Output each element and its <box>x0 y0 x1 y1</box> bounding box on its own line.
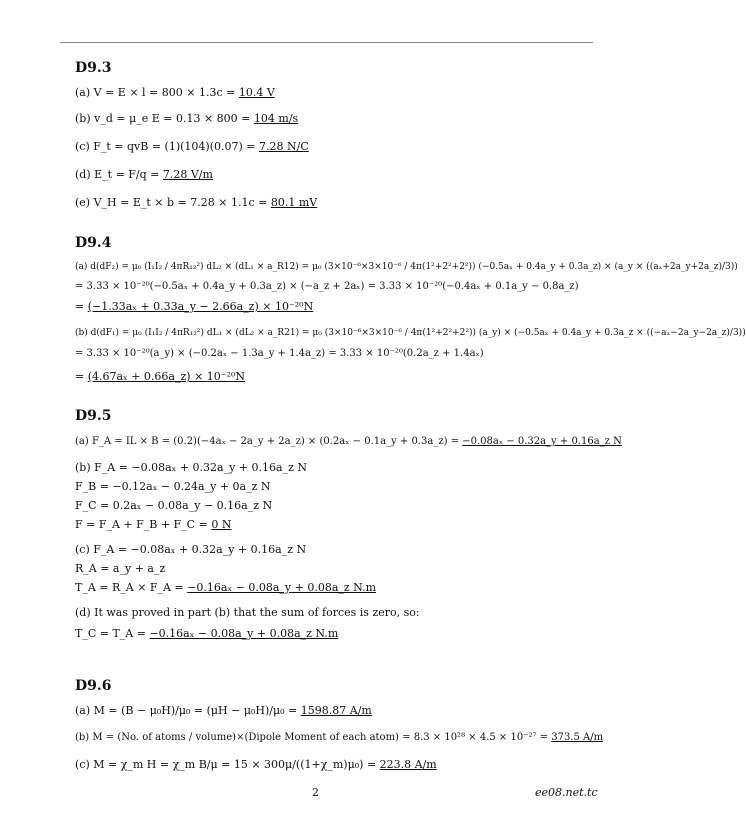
section-title-d9-4: D9.4 <box>75 235 112 251</box>
eq-d9-5-sum: F = F_A + F_B + F_C = 0 N <box>75 518 232 531</box>
eq-d9-5-c: (c) F_A = −0.08aₓ + 0.32a_y + 0.16a_z N <box>75 543 307 556</box>
eq-d9-4-b-2: = 3.33 × 10⁻²⁰(a_y) × (−0.2aₓ − 1.3a_y + 1.4a_z) = 3.33 × 10⁻²⁰(0.2a_z + 1.4aₓ) <box>75 348 484 359</box>
page-number: 2 <box>312 786 319 799</box>
eq-d9-6-b: (b) M = (No. of atoms / volume)×(Dipole Moment of each atom) = 8.3 × 10²⁸ × 4.5 × 10⁻²⁷ = 373.5 A/m <box>75 732 604 743</box>
eq-d9-4-a-result: = (−1.33aₓ + 0.33a_y − 2.66a_z) × 10⁻²⁰N <box>75 300 314 313</box>
eq-d9-4-a: (a) d(dF₂) = μ₀ (I₁I₂ / 4πR₁₂²) dL₂ × (dL₁ × a_R12) = μ₀ (3×10⁻⁶×3×10⁻⁶ / 4π(1²+2²+2²)) (−0.5aₓ + 0.4a_y + 0.3a_z) × (a_y × ((aₓ+2a_y+2a_z)/3)) <box>75 262 738 272</box>
eq-d9-5-b: (b) F_A = −0.08aₓ + 0.32a_y + 0.16a_z N <box>75 461 307 474</box>
eq-d9-5-ra: R_A = a_y + a_z <box>75 562 166 575</box>
eq-d9-5-d: (d) It was proved in part (b) that the sum of forces is zero, so: <box>75 606 420 619</box>
section-title-d9-6: D9.6 <box>75 678 112 694</box>
section-title-d9-3: D9.3 <box>75 60 112 76</box>
eq-d9-6-a: (a) M = (B − μ₀H)/μ₀ = (μH − μ₀H)/μ₀ = 1598.87 A/m <box>75 704 372 717</box>
eq-d9-3-d: (d) E_t = F/q = 7.28 V/m <box>75 168 213 181</box>
eq-d9-6-c: (c) M = χ_m H = χ_m B/μ = 15 × 300μ/((1+χ_m)μ₀) = 223.8 A/m <box>75 758 437 771</box>
site-url: ee08.net.tc <box>535 786 598 799</box>
eq-d9-4-b: (b) d(dF₁) = μ₀ (I₁I₂ / 4πR₁₂²) dL₁ × (dL₂ × a_R21) = μ₀ (3×10⁻⁶×3×10⁻⁶ / 4π(1²+2²+2²)) (a_y) × (−0.5aₓ + 0.4a_y + 0.3a_z × ((−aₓ−2a_y−2a_z)/3)) <box>75 328 746 338</box>
eq-d9-5-ta: T_A = R_A × F_A = −0.16aₓ − 0.08a_y + 0.08a_z N.m <box>75 581 377 594</box>
eq-d9-5-tc: T_C = T_A = −0.16aₓ − 0.08a_y + 0.08a_z N.m <box>75 627 339 640</box>
eq-d9-3-a: (a) V = E × l = 800 × 1.3c = 10.4 V <box>75 86 275 99</box>
eq-d9-4-b-result: = (4.67aₓ + 0.66a_z) × 10⁻²⁰N <box>75 370 246 383</box>
eq-d9-4-a-2: = 3.33 × 10⁻²⁰(−0.5aₓ + 0.4a_y + 0.3a_z) × (−a_z + 2aₓ) = 3.33 × 10⁻²⁰(−0.4aₓ + 0.1a_y − 0.8a_z) <box>75 281 579 292</box>
eq-d9-3-e: (e) V_H = E_t × b = 7.28 × 1.1c = 80.1 mV <box>75 196 318 209</box>
section-title-d9-5: D9.5 <box>75 408 112 424</box>
eq-d9-3-c: (c) F_t = qvB = (1)(104)(0.07) = 7.28 N/C <box>75 140 309 153</box>
eq-d9-3-b: (b) v_d = μ_e E = 0.13 × 800 = 104 m/s <box>75 112 299 125</box>
header-rule <box>60 42 593 43</box>
eq-d9-5-fc: F_C = 0.2aₓ − 0.08a_y − 0.16a_z N <box>75 499 273 512</box>
eq-d9-5-a: (a) F_A = IL × B = (0.2)(−4aₓ − 2a_y + 2a_z) × (0.2aₓ − 0.1a_y + 0.3a_z) = −0.08aₓ − 0.32a_y + 0.16a_z N <box>75 436 622 447</box>
eq-d9-5-fb: F_B = −0.12aₓ − 0.24a_y + 0a_z N <box>75 480 271 493</box>
